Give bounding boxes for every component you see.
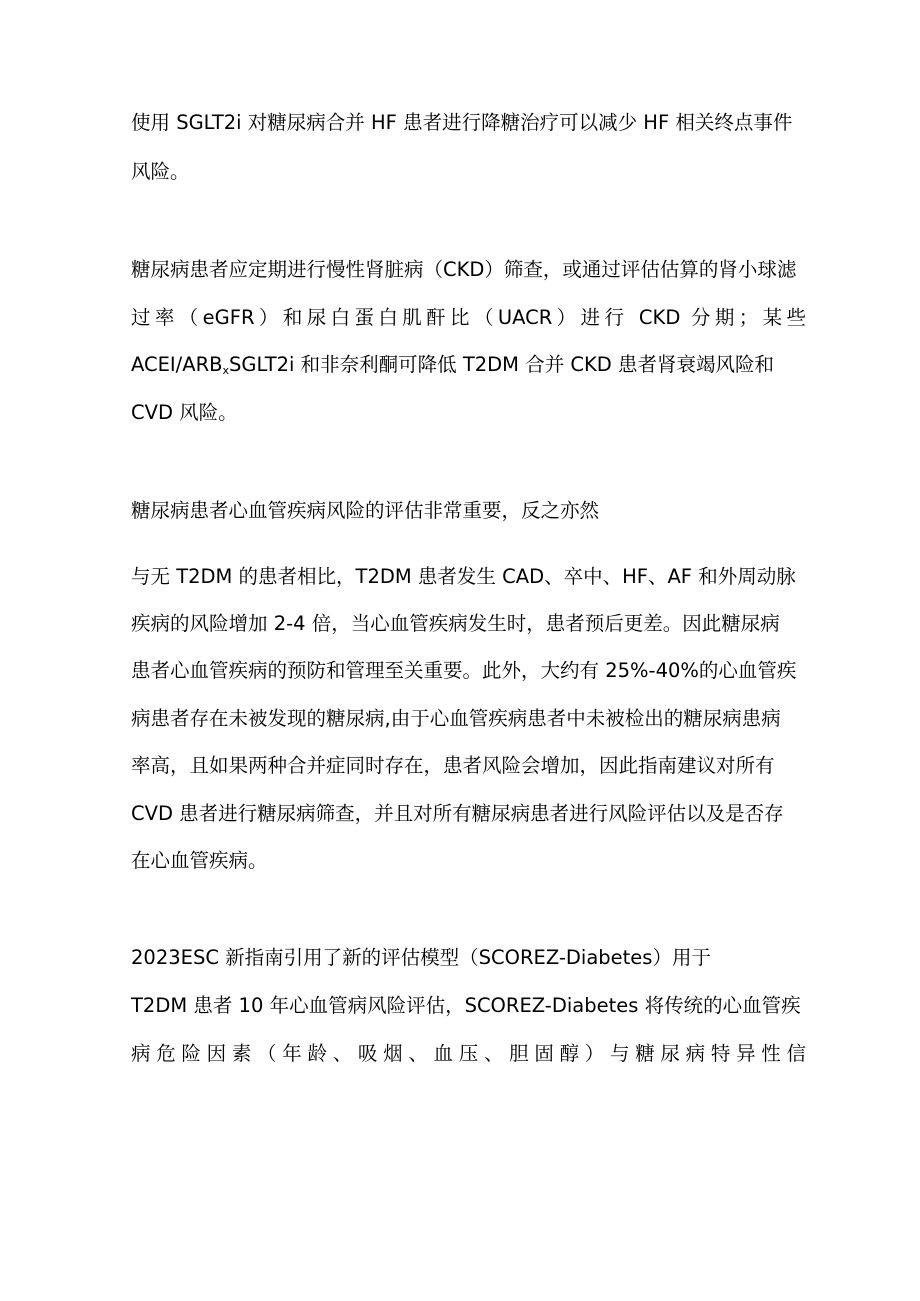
paragraph-risk-line-5: 率高，且如果两种合并症同时存在，患者风险会增加，因此指南建议对所有 <box>131 754 775 777</box>
paragraph-ckd-line-4: CVD 风险。 <box>131 401 238 424</box>
ckd-line-3-rest: SGLT2i 和非奈利酮可降低 T2DM 合并 CKD 患者肾衰竭风险和 <box>229 353 775 376</box>
paragraph-score2-line-2: T2DM 患者 10 年心血管病风险评估，SCOREZ-Diabetes 将传统的心血管疾 <box>131 994 801 1017</box>
paragraph-risk-line-4: 病患者存在未被发现的糖尿病,由于心血管疾病患者中未被检出的糖尿病患病 <box>131 707 781 730</box>
paragraph-score2-line-3: 病危险因素（年龄、吸烟、血压、胆固醇）与糖尿病特异性信 <box>131 1042 806 1065</box>
paragraph-ckd-line-1: 糖尿病患者应定期进行慢性肾脏病（CKD）筛查，或通过评估估算的肾小球滤 <box>131 258 797 281</box>
paragraph-risk-line-2: 疾病的风险增加 2-4 倍，当心血管疾病发生时，患者预后更差。因此糖尿病 <box>131 612 780 635</box>
paragraph-sglt2i-line-2: 风险。 <box>131 160 190 183</box>
paragraph-risk-line-3: 患者心血管疾病的预防和管理至关重要。此外，大约有 25%-40%的心血管疾 <box>131 659 797 682</box>
paragraph-risk-line-1: 与无 T2DM 的患者相比，T2DM 患者发生 CAD、卒中、HF、AF 和外周动脉 <box>131 565 796 588</box>
paragraph-ckd-line-2: 过率（eGFR）和尿白蛋白肌酐比（UACR）进行 CKD 分期；某些 <box>131 306 806 329</box>
paragraph-risk-line-7: 在心血管疾病。 <box>131 849 268 872</box>
paragraph-score2-line-1: 2023ESC 新指南引用了新的评估模型（SCOREZ-Diabetes）用于 <box>131 946 711 969</box>
subscript-x: x <box>222 364 230 377</box>
paragraph-sglt2i-line-1: 使用 SGLT2i 对糖尿病合并 HF 患者进行降糖治疗可以减少 HF 相关终点事件 <box>131 111 793 134</box>
acei-arb-text: ACEI/ARB <box>131 353 223 376</box>
section-heading: 糖尿病患者心血管疾病风险的评估非常重要，反之亦然 <box>131 499 600 522</box>
paragraph-risk-line-6: CVD 患者进行糖尿病筛查，并且对所有糖尿病患者进行风险评估以及是否存 <box>131 802 784 825</box>
paragraph-ckd-line-3 <box>131 350 806 380</box>
